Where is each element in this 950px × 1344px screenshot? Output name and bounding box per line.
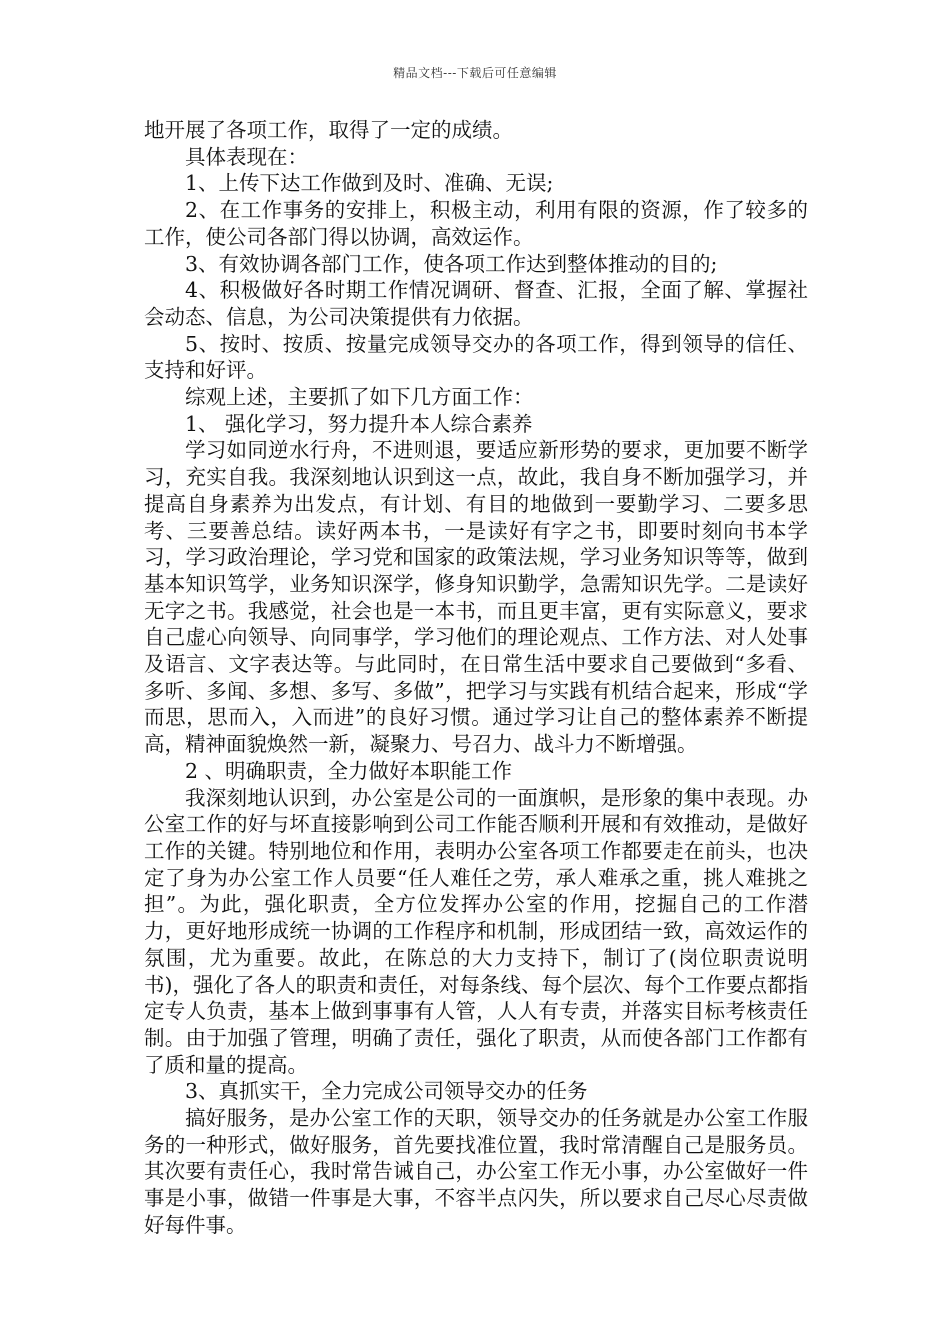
- paragraph: 学习如同逆水行舟，不进则退，要适应新形势的要求，更加要不断学习，充实自我。我深刻地认识到这一点，故此，我自身不断加强学习，并提高自身素养为出发点，有计划、有目的地做到一要勤学习、二要多思考、三要善总结。读好两本书，一是读好有字之书，即要时刻向书本学习，学习政治理论，学习党和国家的政策法规，学习业务知识等等，做到基本知识笃学，业务知识深学，修身知识勤学，急需知识先学。二是读好无字之书。我感觉，社会也是一本书，而且更丰富，更有实际意义，要求自己虚心向领导、向同事学，学习他们的理论观点、工作方法、对人处事及语言、文字表达等。与此同时，在日常生活中要求自己要做到“多看、多听、多闻、多想、多写、多做”，把学习与实践有机结合起来，形成“学而思，思而入，入而进”的良好习惯。通过学习让自己的整体素养不断提高，精神面貌焕然一新，凝聚力、号召力、战斗力不断增强。: [144, 438, 808, 757]
- section-heading: 2 、明确职责，全力做好本职能工作: [185, 758, 513, 783]
- paragraph: 我深刻地认识到，办公室是公司的一面旗帜，是形象的集中表现。办公室工作的好与坏直接影响到公司工作能否顺利开展和有效推动，是做好工作的关键。特别地位和作用，表明办公室各项工作都要走在前头，也决定了身为办公室工作人员要“任人难任之劳，承人难承之重，挑人难挑之担”。为此，强化职责，全方位发挥办公室的作用，挖掘自己的工作潜力，更好地形成统一协调的工作程序和机制，形成团结一致，高效运作的氛围，尤为重要。故此，在陈总的大力支持下，制订了(岗位职责说明书)，强化了各人的职责和责任，对每条线、每个层次、每个工作要点都指定专人负责，基本上做到事事有人管，人人有专责，并落实目标考核责任制。由于加强了管理，明确了责任，强化了职责，从而使各部门工作都有了质和量的提高。: [144, 785, 808, 1077]
- paragraph: 综观上述，主要抓了如下几方面工作：: [185, 385, 534, 410]
- paragraph: 2、在工作事务的安排上，积极主动，利用有限的资源，作了较多的工作，使公司各部门得以协调，高效运作。: [144, 198, 808, 249]
- paragraph: 1、上传下达工作做到及时、准确、无误;: [185, 171, 554, 196]
- section-heading: 1、 强化学习，努力提升本人综合素养: [185, 411, 533, 436]
- paragraph: 地开展了各项工作，取得了一定的成绩。: [144, 118, 513, 142]
- paragraph: 具体表现在：: [185, 144, 308, 169]
- section-heading: 3、真抓实干，全力完成公司领导交办的任务: [185, 1079, 588, 1104]
- page-header: 精品文档---下载后可任意编辑: [393, 66, 557, 80]
- paragraph: 4、积极做好各时期工作情况调研、督查、汇报，全面了解、掌握社会动态、信息，为公司决策提供有力依据。: [144, 278, 808, 329]
- document-body: [144, 117, 808, 1239]
- paragraph: 3、有效协调各部门工作，使各项工作达到整体推动的目的;: [185, 251, 718, 276]
- paragraph: 搞好服务，是办公室工作的天职，领导交办的任务就是办公室工作服务的一种形式，做好服务，首先要找准位置，我时常清醒自己是服务员。其次要有责任心，我时常告诫自己，办公室工作无小事，办公室做好一件事是小事，做错一件事是大事，不容半点闪失，所以要求自己尽心尽责做好每件事。: [144, 1106, 808, 1237]
- paragraph: 5、按时、按质、按量完成领导交办的各项工作，得到领导的信任、支持和好评。: [144, 331, 808, 383]
